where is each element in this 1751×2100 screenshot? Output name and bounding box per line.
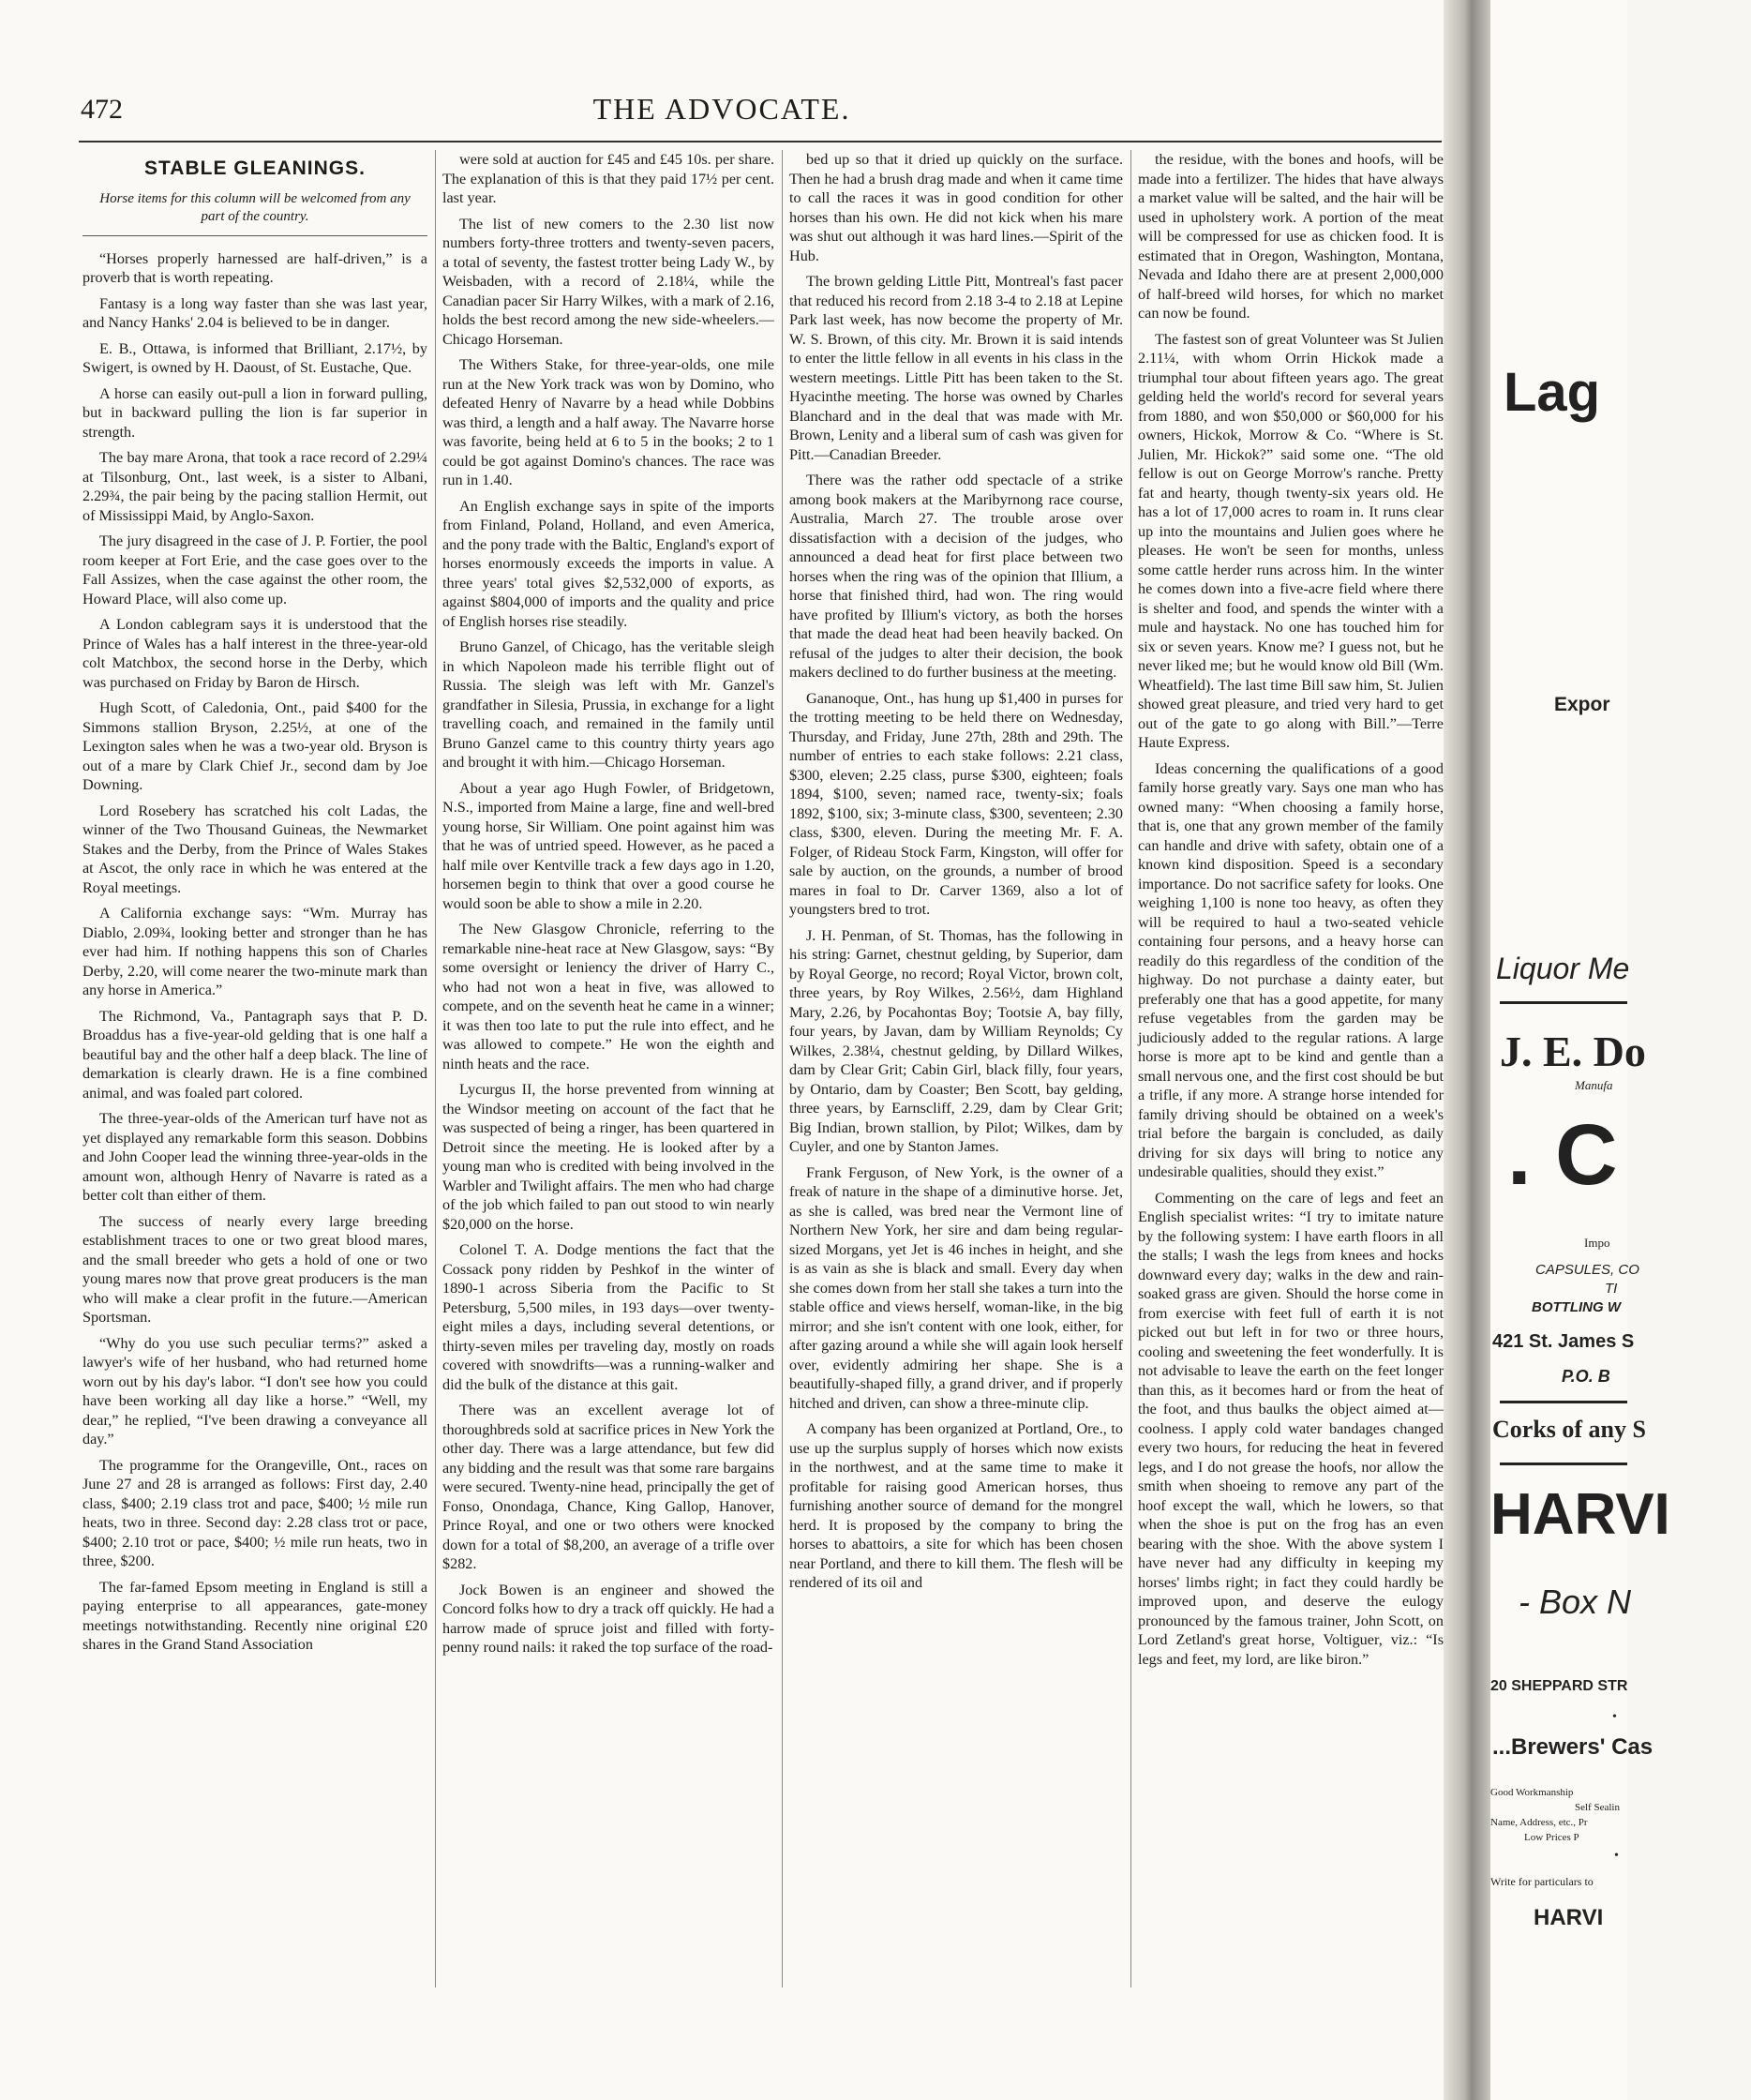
ad-line: Liquor Me — [1496, 952, 1630, 985]
article-paragraph: The three-year-olds of the American turf have not as yet displayed any remarkable form this season. Dobbins and John Cooper lead the winning three-year-olds in the amount won, although Henry of Navarre is rated as a better colt than either of them. — [82, 1110, 427, 1204]
article-paragraph: A London cablegram says it is understood that the Prince of Wales has a half interest in the three-year-old colt Matchbox, the second horse in the Derby, which was purchased on Friday by Baron de Hirsch. — [82, 616, 427, 691]
article-paragraph: Hugh Scott, of Caledonia, Ont., paid $400 for the Simmons stallion Bryson, 2.25½, at one of the Lexington sales when he was a two-year old. Bryson is out of a mare by Clark Chief Jr., second dam by Joe Downing. — [82, 699, 427, 793]
article-paragraph: A California exchange says: “Wm. Murray has Diablo, 2.09¾, looking better and stronger than he has ever had him. If nothing happens this son of Charles Derby, 2.20, will come nearer the two-minute mark than any horse in America.” — [82, 905, 427, 998]
article-paragraph: Ideas concerning the qualifications of a good family horse greatly vary. Says one man who has owned many: “When choosing a family horse, that is, one that any grown member of the family can handle and drive with safety, obtain one of a known kind disposition. Speed is a secondary importance. Do not sacrifice safety for looks. One weighing 1,100 is none too heavy, as often they will be required to haul a two-seated vehicle containing four persons, and a heavy horse can readily do this regardless of the condition of the highway. Do not purchase a dainty eater, but preferably one that has a good appetite, for many refuse vegetables from the garden may be judiciously added to the regular rations. A large horse is more apt to be kind and gentle than a small nervous one, and the first cost should be but a trifle, if any more. A strange horse intended for family driving should be obtained on a week's trial before the bargain is concluded, as daily driving for six days will bring to notice any undesirable qualities, should they exist.” — [1138, 759, 1444, 1180]
column-2-articles — [442, 150, 774, 1658]
column-divider — [435, 150, 436, 1988]
ad-line: Expor — [1554, 694, 1610, 715]
ad-line: CAPSULES, CO — [1535, 1262, 1639, 1278]
ad-line: ...Brewers' Cas — [1492, 1734, 1654, 1760]
column-divider — [782, 150, 783, 1988]
ad-line: Write for particulars to — [1490, 1875, 1594, 1888]
article-paragraph: Lord Rosebery has scratched his colt Ladas, the winner of the Two Thousand Guineas, the Newmarket Stakes and the Derby, from the Prince of Wales Stakes at Ascot, the only race in which he was entered at the Royal meetings. — [82, 802, 427, 896]
ad-line: Low Prices P — [1524, 1832, 1579, 1843]
column-1 — [82, 150, 427, 1997]
ad-rule — [1500, 1462, 1627, 1465]
section-intro: Horse items for this column will be welcomed from any part of the country. — [82, 190, 427, 236]
ad-line: Manufa — [1575, 1078, 1613, 1092]
ad-line: TI — [1605, 1281, 1618, 1297]
header-rule — [79, 141, 1442, 142]
article-paragraph: Lycurgus II, the horse prevented from winning at the Windsor meeting on account of the fact that he was suspected of being a ringer, has been quartered in Detroit since the meeting. He is looked after by a young man who is credited with being involved in the Warbler and Twilight affairs. The men who had charge of the job which failed to pan out stood to win nearly $20,000 on the horse. — [442, 1081, 774, 1233]
ad-line: Self Sealin — [1575, 1802, 1620, 1813]
ad-line: P.O. B — [1562, 1367, 1610, 1386]
article-paragraph: bed up so that it dried up quickly on the surface. Then he had a brush drag made and when it came time to call the races it was in good condition for other horses than his own. He did not kick when his mare was shut out although it was hard lines.—Spirit of the Hub. — [789, 151, 1123, 264]
article-paragraph: The Richmond, Va., Pantagraph says that P. D. Broaddus has a five-year-old gelding that is one half a beautiful bay and the other half a deep black. The line of demarkation is clearly drawn. He is a fine combined animal, and was foaled part colored. — [82, 1007, 427, 1102]
ad-line: • — [1612, 1710, 1617, 1724]
ad-line: Lag — [1504, 362, 1601, 423]
article-paragraph: Frank Ferguson, of New York, is the owner of a freak of nature in the shape of a diminutive horse. Jet, as she is called, was bred near the Vermont line of Northern New York, her sire and dam being regular-sized Morgans, yet Jet is 46 inches in height, and she is as vain as she is black and small. Every day when she comes down from her stall she takes a turn into the stable office and views herself, woman-like, in the big mirror; and she isn't content with one look, either, for after gazing around a while she will again look herself over, evidently admiring her shape. She is a beautifully-shaped filly, a grand driver, and if properly hitched and driven, can show a three-minute clip. — [789, 1163, 1123, 1412]
ad-line: 421 St. James S — [1492, 1331, 1635, 1352]
article-paragraph: Bruno Ganzel, of Chicago, has the veritable sleigh in which Napoleon made his terrible flight out of Russia. The sleigh was left with Mr. Ganzel's grandfather in Silesia, Prussia, in exchange for a light travelling coach, and remained in the family until Bruno Ganzel came to this country thirty years ago and brought it with him.—Chicago Horseman. — [442, 638, 774, 771]
article-paragraph: The programme for the Orangeville, Ont., races on June 27 and 28 is arranged as follows: First day, 2.40 class, $400; 2.19 class trot and pace, $400; ½ mile run heats, two in three. Second day: 2.28 class trot or pace, $400; 2.10 trot or pace, $400; ½ mile run heats, two in three, $200. — [82, 1456, 427, 1569]
ad-line: BOTTLING W — [1532, 1299, 1621, 1315]
article-paragraph: The list of new comers to the 2.30 list now numbers forty-three trotters and twenty-seven pacers, a total of seventy, the fastest trotter being Lady W., by Weisbaden, with a record of 2.18¼, while the Canadian pacer Sir Harry Wilkes, with a mark of 2.16, holds the best record among the new side-wheelers.—Chicago Horseman. — [442, 215, 774, 348]
article-paragraph: J. H. Penman, of St. Thomas, has the following in his string: Garnet, chestnut gelding, by Superior, dam by Royal George, no record; Royal Victor, brown colt, three years, by Roy Wilkes, 2.56½, dam Highland Mary, 2.26, by Pocahontas Boy; Tootsie A, bay filly, four years, by Javan, dam by William Reynolds; Cy Wilkes, 2.38¼, chestnut gelding, by Dillard Wilkes, dam by Clear Grit; Cabin Girl, black filly, four years, by Ontario, dam by Coaster; Ben Scott, bay gelding, three years, by Earnscliff, 2.29, dam by Clear Grit; Big Indian, brown stallion, by Pilot; Wilkes, dam by Cuyler, and one by Stanton James. — [789, 926, 1123, 1155]
article-paragraph: Commenting on the care of legs and feet an English specialist writes: “I try to imitate nature by the following system: I have earth floors in all the stalls; I wash the legs from knees and hocks downward every day; walks in the dew and rain-soaked grass are given. Should the horse come in from exercise with feet full of earth it is not picked out but left in for two or three hours, cooling and sweetening the feet wonderfully. It is not advisable to leave the earth on the feet longer than this, as it becomes hard or from the heat of the foot, and thus baulks the object aimed at—coolness. I apply cold water bandages changed every two hours, for reducing the heat in fevered legs, and I do not grease the hoofs, nor allow the smith when shoeing to remove any part of the hoof except the wall, which he lowers, so that when the shoe is put on the frog has an even bearing with the shoe. With the above system I have never had any difficulty in keeping my horses' limbs right; in fact they could hardly be improved upon, and deserve the eulogy pronounced by the famous trainer, John Scott, on Lord Zetland's great horse, Voltiguer, viz.: “Is legs and feet, my lord, are like biron.” — [1138, 1189, 1444, 1668]
article-paragraph: The far-famed Epsom meeting in England is still a paying enterprise to all appearances, gate-money meetings notwithstanding. Recently nine original £20 shares in the Grand Stand Association — [82, 1578, 427, 1653]
article-paragraph: The brown gelding Little Pitt, Montreal's fast pacer that reduced his record from 2.18 3-4 to 2.18 at Lepine Park last week, has now become the property of Mr. W. S. Brown, of this city. Mr. Brown it is said intends to enter the little fellow in all events in his class in the western meetings. Little Pitt has been taken to the St. Hyacinthe meeting. The horse was owned by Charles Blanchard and in the deal that was made with Mr. Brown, Lenity and a liberal sum of cash was given for Pitt.—Canadian Breeder. — [789, 273, 1123, 463]
article-paragraph: Fantasy is a long way faster than she was last year, and Nancy Hanks' 2.04 is believed to be in danger. — [82, 294, 427, 331]
article-paragraph: The New Glasgow Chronicle, referring to the remarkable nine-heat race at New Glasgow, says: “By some oversight or leniency the driver of Harry C., who had not won a heat in five, was allowed to compete, and on the seventh heat he came in a winner; it was then too late to put the rule into effect, and he was allowed to compete.” He won the eighth and ninth heats and the race. — [442, 921, 774, 1072]
article-paragraph: An English exchange says in spite of the imports from Finland, Poland, Holland, and even America, and the pony trade with the Baltic, England's export of horses enormously exceeds the imports in value. A three years' total gives $2,532,000 of exports, as against $804,000 of imports and the quality and price of English horses rise steadily. — [442, 497, 774, 630]
ad-rule — [1500, 1401, 1627, 1403]
article-paragraph: the residue, with the bones and hoofs, will be made into a fertilizer. The hides that have always a market value will be salted, and the hair will be used in upholstery work. A portion of the meat will be compressed for use as chicken food. It is estimated that in Oregon, Washington, Montana, Nevada and Idaho there are at present 2,000,000 of half-breed wild horses, for which no market can now be found. — [1138, 151, 1444, 322]
ad-rule — [1500, 1001, 1627, 1004]
adjacent-page-advertisement — [1490, 0, 1670, 2100]
column-2 — [442, 150, 774, 1997]
article-paragraph: About a year ago Hugh Fowler, of Bridgetown, N.S., imported from Maine a large, fine and well-bred young horse, Sir William. One point against him was that he was of untried speed. However, as he paced a half mile over Kentville track a few days ago in 1.20, horsemen begin to think that over a good course he would soon be able to show a mile in 2.20. — [442, 779, 774, 912]
ad-line: • — [1614, 1849, 1619, 1863]
ad-line: J. E. Do — [1500, 1028, 1646, 1075]
column-4 — [1138, 150, 1444, 1997]
article-paragraph: The success of nearly every large breeding establishment traces to one or two great blood mares, and the small breeder who gets a hold of one or two young mares now that prove great producers is the man who will make a clear profit in the future.—American Sportsman. — [82, 1212, 427, 1326]
page-number: 472 — [81, 94, 123, 125]
column-divider — [1130, 150, 1131, 1988]
ad-line: Impo — [1584, 1236, 1610, 1250]
ad-line: 20 SHEPPARD STR — [1490, 1678, 1628, 1694]
article-paragraph: The fastest son of great Volunteer was St Julien 2.11¼, with whom Orrin Hickok made a triumphal tour about fifteen years ago. The great gelding held the world's record for several years from 1880, and won $50,000 or $60,000 for his owners, Hickok, Morrow & Co. “Where is St. Julien, Mr. Hickok?” said some one. “The old fellow is out on George Morrow's ranche. Pretty fat and hearty, though twenty-six years old. He has a lot of 17,000 acres to roam in. It runs clear up into the mountains and Julien goes where he pleases. He won't be seen for months, unless some cattle herder runs across him. In the winter he comes down into a five-acre field where there is shelter and food, and spends the winter with a mule and haystack. No one has touched him for six or seven years. Know me? I guess not, but he never liked me; but he would know old Bill (Wm. Wheatfield). The last time Bill saw him, St. Julien showed great pleasure, and tried very hard to get out of the gate to go along with Bill.”—Terre Haute Express. — [1138, 330, 1444, 751]
article-paragraph: A horse can easily out-pull a lion in forward pulling, but in backward pulling the lion is far superior in strength. — [82, 384, 427, 441]
column-1-articles — [82, 249, 427, 1655]
article-paragraph: The jury disagreed in the case of J. P. Fortier, the pool room keeper at Fort Erie, and the case goes over to the Fall Assizes, when the case against the other room, the Howard Place, will also come up. — [82, 532, 427, 608]
section-title: STABLE GLEANINGS. — [144, 158, 366, 179]
article-paragraph: The bay mare Arona, that took a race record of 2.29¼ at Tilsonburg, Ont., last week, is a sister to Albani, 2.29¾, the pair being by the pacing stallion Hermit, out of Mississippi Maid, by Anglo-Saxon. — [82, 449, 427, 524]
article-paragraph: Gananoque, Ont., has hung up $1,400 in purses for the trotting meeting to be held there on Wednesday, Thursday, and Friday, June 27th, 28th and 29th. The number of entries to each stake follows: 2.21 class, $300, eleven; 2.25 class, purse $300, eighteen; foals 1894, $100, seven; named race, twenty-six; foals 1892, $100, six; 3-minute class, $300, seventeen; 2.30 class, $300, eleven. During the meeting Mr. F. A. Folger, of Rideau Stock Farm, Kingston, will offer for sale by auction, on the grounds, a number of brood mares in foal to Dr. Carver 1369, also a lot of youngsters bred to trot. — [789, 689, 1123, 918]
article-paragraph: A company has been organized at Portland, Ore., to use up the surplus supply of horses which now exists in the northwest, and at the same time to make it profitable for raising good American horses, thus furnishing another source of demand for the mongrel herd. It is proposed by the company to bring the horses to abattoirs, a site for which has been chosen near Portland, and there to kill them. The flesh will be rendered of its oil and — [789, 1420, 1123, 1591]
article-paragraph: “Horses properly harnessed are half-driven,” is a proverb that is worth repeating. — [82, 249, 427, 286]
ad-line: Name, Address, etc., Pr — [1490, 1817, 1588, 1828]
article-paragraph: There was an excellent average lot of thoroughbreds sold at sacrifice prices in New York the other day. There was a large attendance, but few did any bidding and the result was that some rare bargains were secured. Twenty-nine head, principally the get of Fonso, Onondaga, Chance, King Gallop, Hanover, Prince Royal, and one or two others were knocked down for a total of $8,200, an average of a trifle over $282. — [442, 1402, 774, 1572]
article-paragraph: E. B., Ottawa, is informed that Brilliant, 2.17½, by Swigert, is owned by H. Daoust, of St. Eustache, Que. — [82, 339, 427, 376]
article-paragraph: “Why do you use such peculiar terms?” asked a lawyer's wife of her husband, who had returned home worn out by his day's labor. “I don't see how you could have been working all day like a horse.” “Well, my dear,” he replied, “I've been drawing a conveyance all day.” — [82, 1334, 427, 1448]
ad-line: Good Workmanship — [1490, 1787, 1574, 1798]
ad-line: HARVI — [1490, 1482, 1670, 1547]
article-paragraph: There was the rather odd spectacle of a strike among book makers at the Maribyrnong race course, Australia, March 27. The trouble arose over dissatisfaction with a decision of the judges, who announced a dead heat for first place between two horses when the ring was of the opinion that Illium, a horse that finished third, had won. The ring would have profited by Illium's victory, as both the horses that made the dead heat had been heavily backed. On refusal of the judges to alter their decision, the book makers declined to do further business at the meeting. — [789, 472, 1123, 681]
article-paragraph: Colonel T. A. Dodge mentions the fact that the Cossack pony ridden by Peshkof in the winter of 1890-1 across Siberia from the Pacific to St Petersburg, 5,500 miles, in 193 days—over twenty-eight miles a days, including several detentions, or thirty-seven miles per traveling day, mostly on roads covered with snowdrifts—was a running-walker and did the bulk of the distance at this gait. — [442, 1241, 774, 1393]
ad-line: Corks of any S — [1492, 1416, 1646, 1443]
article-paragraph: were sold at auction for £45 and £45 10s. per share. The explanation of this is that they paid 17½ per cent. last year. — [442, 151, 774, 206]
running-title: THE ADVOCATE. — [592, 92, 851, 126]
ad-line: - Box N — [1519, 1582, 1632, 1621]
ad-line: . C — [1507, 1107, 1618, 1203]
column-4-articles — [1138, 150, 1444, 1669]
ad-line: HARVI — [1534, 1905, 1604, 1930]
article-paragraph: The Withers Stake, for three-year-olds, one mile run at the New York track was won by Domino, who defeated Henry of Navarre by a head while Dobbins was third, a length and a half away. The Navarre horse was favorite, being held at 6 to 5 in the books; 2 to 1 could be got against Domino's chances. The race was run in 1.40. — [442, 356, 774, 488]
column-3-articles — [789, 150, 1123, 1593]
article-paragraph: Jock Bowen is an engineer and showed the Concord folks how to dry a track off quickly. He had a harrow made of spruce joist and filled with forty-penny round nails: it raked the top surface of the road- — [442, 1581, 774, 1656]
column-3 — [789, 150, 1123, 1997]
book-gutter — [1444, 0, 1490, 2100]
